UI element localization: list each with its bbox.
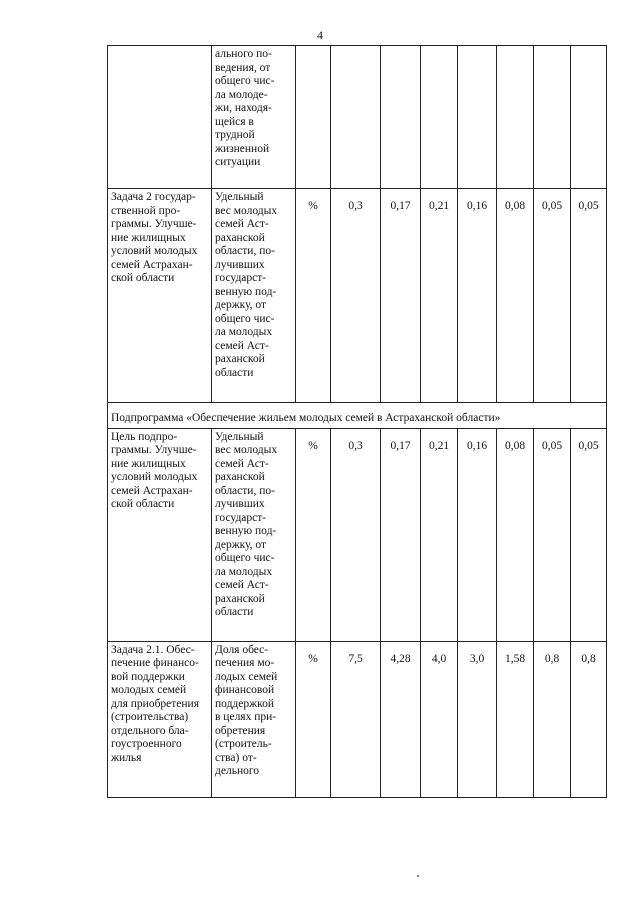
- value-cell: 0,3: [331, 428, 381, 641]
- unit-cell: %: [296, 189, 331, 403]
- table-row: [108, 428, 607, 641]
- unit-cell: %: [296, 428, 331, 641]
- value-cell: 0,3: [331, 189, 381, 403]
- indicator-cell: Доля обес- печения мо- лодых семей финансовой поддержкой в целях при- обретения (строитель- ства) от- дельного: [212, 641, 296, 797]
- value-cell: [571, 46, 607, 189]
- scan-speck: [417, 875, 419, 877]
- value-cell: 3,0: [458, 641, 497, 797]
- value-cell: 0,05: [571, 428, 607, 641]
- task-cell: [108, 46, 212, 189]
- value-cell: 1,58: [497, 641, 534, 797]
- value-cell: 4,28: [381, 641, 421, 797]
- subprogram-row: [108, 403, 607, 429]
- task-cell: Цель подпро- граммы. Улучше- ние жилищных условий молодых семей Астрахан- ской области: [108, 428, 212, 641]
- value-cell: 0,05: [534, 189, 571, 403]
- value-cell: [458, 46, 497, 189]
- task-cell: Задача 2 государ- ственной про- граммы. Улучше- ние жилищных условий молодых семей Астрахан- ской области: [108, 189, 212, 403]
- value-cell: 0,05: [571, 189, 607, 403]
- value-cell: 0,17: [381, 189, 421, 403]
- value-cell: 0,08: [497, 189, 534, 403]
- indicator-cell: Удельный вес молодых семей Аст- раханской области, по- лучивших государст- венную под- держку, от общего чис- ла молодых семей Аст- раханской области: [212, 189, 296, 403]
- table-row: [108, 189, 607, 403]
- value-cell: [497, 46, 534, 189]
- value-cell: 0,16: [458, 428, 497, 641]
- value-cell: [421, 46, 458, 189]
- unit-cell: %: [296, 641, 331, 797]
- table-row: [108, 46, 607, 189]
- value-cell: 0,21: [421, 189, 458, 403]
- value-cell: 0,21: [421, 428, 458, 641]
- indicators-table: [107, 45, 607, 798]
- value-cell: 0,05: [534, 428, 571, 641]
- value-cell: 0,8: [571, 641, 607, 797]
- value-cell: 0,08: [497, 428, 534, 641]
- value-cell: 0,17: [381, 428, 421, 641]
- value-cell: 7,5: [331, 641, 381, 797]
- subprogram-title: Подпрограмма «Обеспечение жильем молодых семей в Астраханской области»: [108, 403, 607, 429]
- table-row: [108, 641, 607, 797]
- page-number: 4: [317, 28, 323, 42]
- value-cell: 4,0: [421, 641, 458, 797]
- value-cell: 0,8: [534, 641, 571, 797]
- unit-cell: [296, 46, 331, 189]
- value-cell: [381, 46, 421, 189]
- value-cell: [534, 46, 571, 189]
- value-cell: [331, 46, 381, 189]
- value-cell: 0,16: [458, 189, 497, 403]
- indicator-cell: ального по- ведения, от общего чис- ла молоде- жи, находя- щейся в трудной жизненной ситуации: [212, 46, 296, 189]
- indicator-cell: Удельный вес молодых семей Аст- раханской области, по- лучивших государст- венную под- держку, от общего чис- ла молодых семей Аст- раханской области: [212, 428, 296, 641]
- task-cell: Задача 2.1. Обес- печение финансо- вой поддержки молодых семей для приобретения (строительства) отдельного бла- гоустроенного жилья: [108, 641, 212, 797]
